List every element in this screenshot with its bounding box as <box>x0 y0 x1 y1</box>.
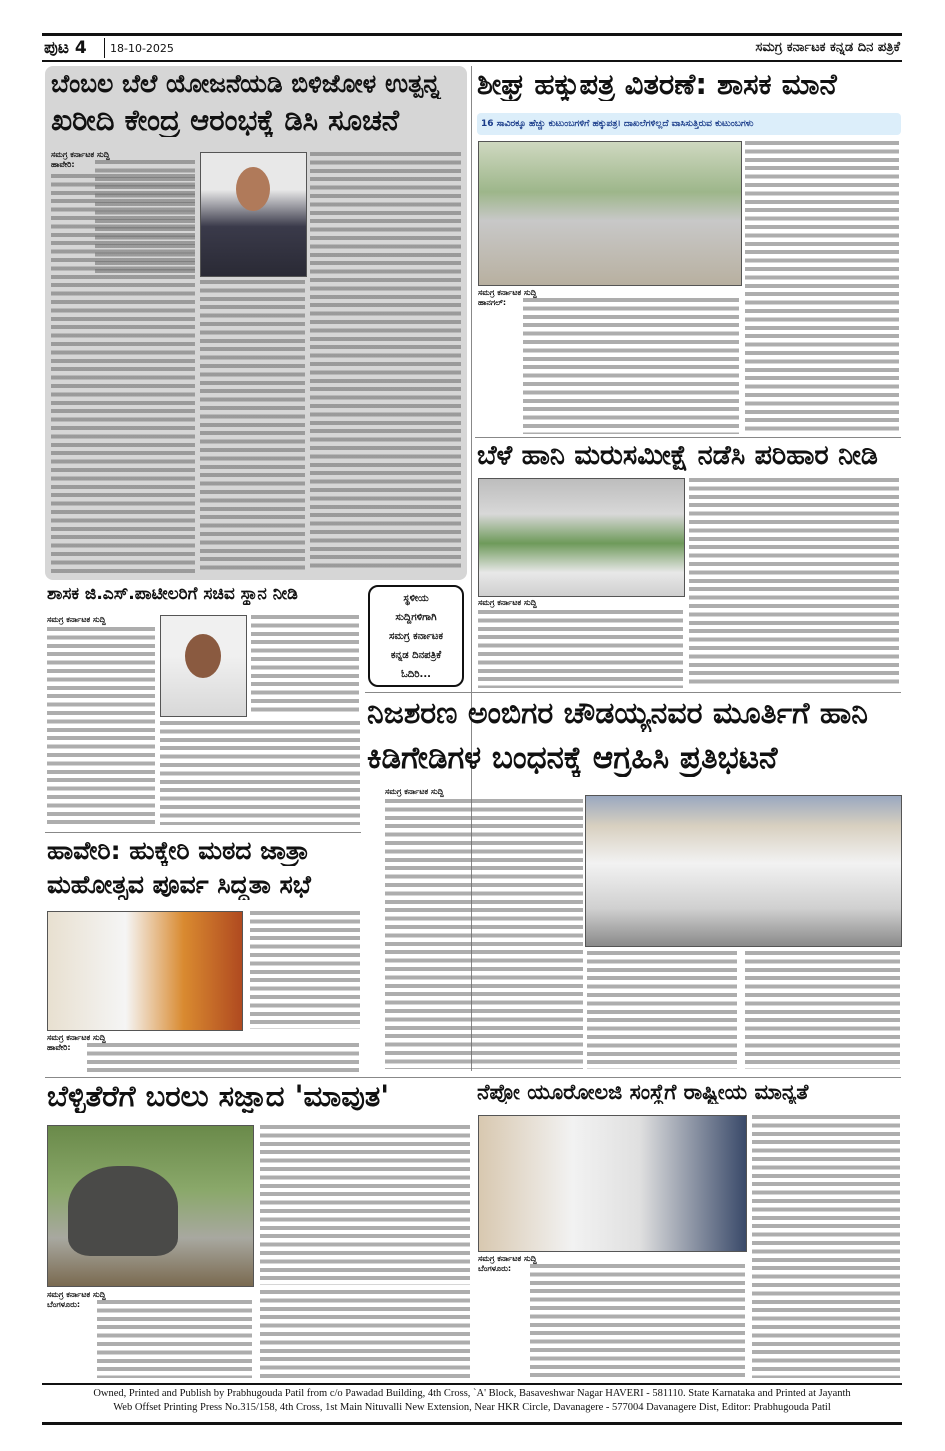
event-photo <box>478 141 742 286</box>
issue-date: 18-10-2025 <box>110 42 174 55</box>
body-text <box>689 478 899 688</box>
promo-line: ಸ್ಥಳೀಯ <box>403 593 429 604</box>
headline: ಬೆಂಬಲ ಬೆಲೆ ಯೋಜನೆಯಡಿ ಬಿಳಿಜೋಳ ಉತ್ಪನ್ನ <box>51 70 441 98</box>
headline: ಹಾವೇರಿ: ಹುಕ್ಕೇರಿ ಮಠದ ಜಾತ್ರಾ <box>47 837 309 865</box>
body-text <box>530 1264 745 1378</box>
byline: ಸಮಗ್ರ ಕರ್ನಾಟಕ ಸುದ್ದಿ <box>478 1254 537 1263</box>
body-text <box>523 298 739 434</box>
body-text <box>47 627 155 825</box>
body-text <box>385 799 583 1069</box>
body-text <box>745 951 900 1069</box>
memorandum-photo <box>585 795 902 947</box>
body-text <box>160 721 360 825</box>
body-text <box>250 911 360 1029</box>
headline: ಕಿಡಿಗೇಡಿಗಳ ಬಂಧನಕ್ಕೆ ಆಗ್ರಹಿಸಿ ಪ್ರತಿಭಟನೆ <box>367 741 778 776</box>
promo-line: ಸುದ್ದಿಗಳಿಗಾಗಿ <box>395 612 437 623</box>
dateline: ಹಾನಗಲ್: <box>478 298 507 307</box>
story-bembala <box>45 66 467 580</box>
byline: ಸಮಗ್ರ ಕರ್ನಾಟಕ ಸುದ್ದಿ <box>478 598 537 607</box>
bottom-rule <box>42 1422 902 1425</box>
body-text <box>745 141 899 434</box>
dateline: ಹಾವೇರಿ: <box>47 1043 71 1052</box>
headline: ಬೆಳೆ ಹಾನಿ ಮರುಸಮೀಕ್ಷೆ ನಡೆಸಿ ಪರಿಹಾರ ನೀಡಿ <box>477 440 878 471</box>
divider <box>45 832 361 833</box>
meeting-photo <box>47 911 243 1031</box>
page-number: ಪುಟ 4 <box>44 38 87 58</box>
headline: ನಿಜಶರಣ ಅಂಬಿಗರ ಚೌಡಯ್ಯನವರ ಮೂರ್ತಿಗೆ ಹಾನಿ <box>367 697 868 731</box>
body-text <box>478 610 683 688</box>
promo-box <box>368 585 464 687</box>
headline: ಬೆಳ್ಳಿತೆರೆಗೆ ಬರಲು ಸಜ್ಜಾದ 'ಮಾವುತ' <box>47 1080 390 1113</box>
byline: ಸಮಗ್ರ ಕರ್ನಾಟಕ ಸುದ್ದಿ <box>478 288 537 297</box>
story-hakkupatra <box>475 66 901 436</box>
award-photo <box>478 1115 747 1252</box>
imprint-line: Web Offset Printing Press No.315/158, 4th Cross, 1st Main Nituvalli New Extension, Near HKR Circle, Davanagere - 577004 Davanagere Dist, Editor: Prabhugouda Patil <box>113 1402 831 1413</box>
divider <box>475 437 901 438</box>
byline: ಸಮಗ್ರ ಕರ್ನಾಟಕ ಸುದ್ದಿ <box>47 615 106 624</box>
dateline: ಬೆಂಗಳೂರು: <box>47 1300 81 1309</box>
elephant-photo <box>47 1125 254 1287</box>
body-text <box>97 1300 252 1378</box>
promo-line: ಓದಿರಿ... <box>401 669 431 680</box>
story-hukkeri <box>45 835 361 1075</box>
paper-name: ಸಮಗ್ರ ಕರ್ನಾಟಕ ಕನ್ನಡ ದಿನ ಪತ್ರಿಕೆ <box>755 40 900 55</box>
body-text <box>260 1125 470 1285</box>
body-text <box>310 152 461 572</box>
story-patil <box>45 585 361 830</box>
promo-line: ಸಮಗ್ರ ಕರ್ನಾಟಕ <box>389 631 443 642</box>
headline: ನೆಪ್ರೋ ಯೂರೋಲಜಿ ಸಂಸ್ಥೆಗೆ ರಾಷ್ಟ್ರೀಯ ಮಾನ್ಯತೆ <box>477 1080 809 1104</box>
byline: ಸಮಗ್ರ ಕರ್ನಾಟಕ ಸುದ್ದಿ <box>385 787 444 796</box>
story-mavuta <box>45 1080 471 1380</box>
promo-line: ಕನ್ನಡ ದಿನಪತ್ರಿಕೆ <box>390 650 442 661</box>
imprint <box>42 1387 902 1415</box>
headline: ಮಹೋತ್ಸವ ಪೂರ್ವ ಸಿದ್ಧತಾ ಸಭೆ <box>47 871 311 899</box>
footer-rule <box>42 1383 902 1385</box>
protest-photo <box>478 478 685 597</box>
imprint-line: Owned, Printed and Publish by Prabhugouda Patil from c/o Pawadad Building, 4th Cross, `A' Block, Basaveshwar Nagar HAVERI - 581110. State Karnataka and Printed at Jayanth <box>93 1388 851 1399</box>
story-bele-hani <box>475 440 901 690</box>
divider <box>365 692 901 693</box>
divider <box>104 38 105 58</box>
body-text <box>51 174 195 574</box>
body-text <box>752 1115 900 1378</box>
headline: ಖರೀದಿ ಕೇಂದ್ರ ಆರಂಭಕ್ಕೆ ಡಿಸಿ ಸೂಚನೆ <box>51 104 400 137</box>
divider <box>45 1077 901 1078</box>
body-text <box>587 951 737 1069</box>
subhead-bar: 16 ಸಾವಿರಕ್ಕೂ ಹೆಚ್ಚು ಕುಟುಂಬಗಳಿಗೆ ಹಕ್ಕುಪತ್ರ। ದಾಖಲೆಗಳಿಲ್ಲದೆ ವಾಸಿಸುತ್ತಿರುವ ಕುಟುಂಬಗಳು <box>477 113 901 135</box>
body-text <box>87 1043 359 1073</box>
byline: ಸಮಗ್ರ ಕರ್ನಾಟಕ ಸುದ್ದಿ <box>51 150 110 159</box>
portrait-photo <box>160 615 247 717</box>
masthead-rule <box>42 60 902 62</box>
headline: ಶಾಸಕ ಜಿ.ಎಸ್.ಪಾಟೀಲರಿಗೆ ಸಚಿವ ಸ್ಥಾನ ನೀಡಿ <box>47 585 298 604</box>
body-text <box>200 280 305 572</box>
body-text <box>260 1290 470 1378</box>
story-nephro <box>475 1080 901 1380</box>
dateline: ಬೆಂಗಳೂರು: <box>478 1264 512 1273</box>
portrait-photo <box>200 152 307 277</box>
headline: ಶೀಘ್ರ ಹಕ್ಕುಪತ್ರ ವಿತರಣೆ: ಶಾಸಕ ಮಾನೆ <box>477 68 837 101</box>
story-ambiga <box>365 695 901 1075</box>
byline: ಸಮಗ್ರ ಕರ್ನಾಟಕ ಸುದ್ದಿ <box>47 1033 106 1042</box>
byline: ಸಮಗ್ರ ಕರ್ನಾಟಕ ಸುದ್ದಿ <box>47 1290 106 1299</box>
dateline: ಹಾವೇರಿ: <box>51 160 75 169</box>
top-rule <box>42 33 902 36</box>
body-text <box>251 615 359 715</box>
